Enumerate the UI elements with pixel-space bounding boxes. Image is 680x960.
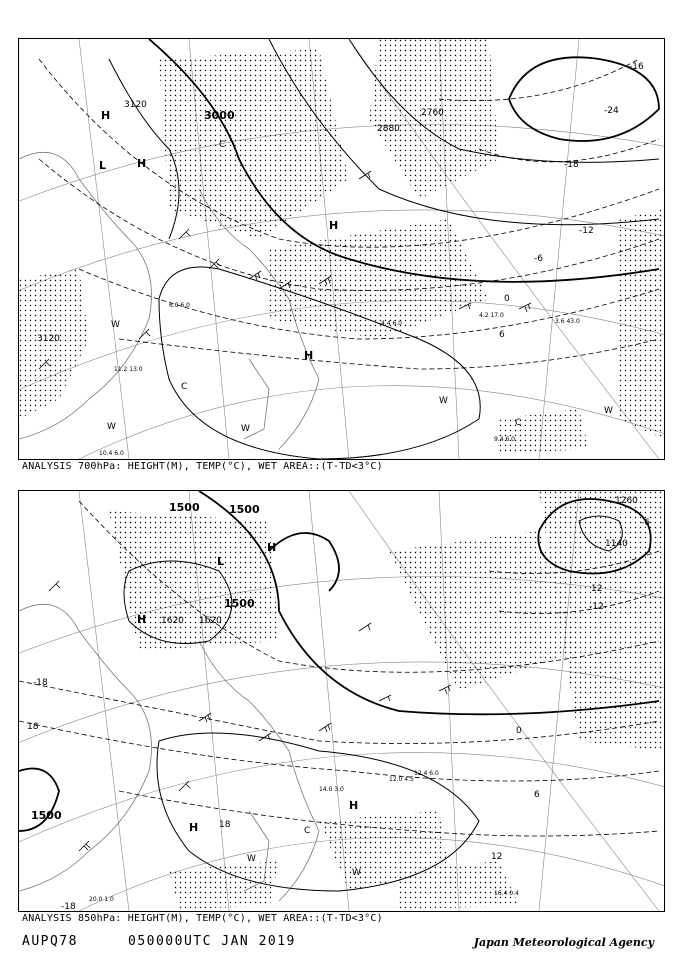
map-850hpa-canvas — [19, 491, 664, 911]
temp-label: -12 — [589, 602, 604, 612]
temp-label: -12 — [579, 226, 594, 236]
temp-label: -6 — [641, 518, 650, 528]
station-plot: 12.4 6.0 — [414, 770, 439, 777]
center-marker: H — [267, 541, 277, 554]
center-marker: H — [101, 109, 111, 122]
temp-label: -18 — [564, 160, 579, 170]
temp-label: -18 — [33, 678, 48, 688]
station-plot: 20.0 1.0 — [89, 896, 114, 903]
wet-area-stipple — [19, 39, 664, 454]
station-plot: 10.4 6.0 — [99, 450, 124, 457]
panel-caption-850hpa: ANALYSIS 850hPa: HEIGHT(M), TEMP(°C), WET AREA::(T-TD<3°C) — [22, 913, 383, 924]
center-marker: W — [352, 868, 361, 878]
station-plot: 9.4 6.0 — [494, 436, 515, 443]
temp-label: 6 — [499, 330, 505, 340]
height-label: 3120 — [124, 100, 147, 110]
station-plot: 4.4 6.0 — [381, 320, 402, 327]
center-marker: C — [304, 826, 311, 836]
center-marker: C — [181, 382, 188, 392]
station-plot: 16.4 0.4 — [494, 890, 519, 897]
height-label: 3120 — [37, 334, 60, 344]
height-label: 1260 — [615, 496, 638, 506]
center-marker: H — [137, 613, 147, 626]
height-label: 1500 — [229, 503, 260, 516]
height-label: 2760 — [421, 108, 444, 118]
chart-id: AUPQ78 — [22, 934, 78, 949]
temp-label: -16 — [629, 62, 644, 72]
center-marker: W — [439, 396, 448, 406]
center-marker: H — [304, 349, 314, 362]
station-plot: 4.2 17.0 — [479, 312, 504, 319]
height-label: 1500 — [31, 809, 62, 822]
valid-time: 050000UTC JAN 2019 — [128, 934, 296, 949]
center-marker: C — [515, 418, 522, 428]
center-marker: W — [107, 422, 116, 432]
station-plot: 6.0 6.0 — [169, 302, 190, 309]
height-label: 1140 — [605, 539, 628, 549]
height-label: 1500 — [224, 597, 255, 610]
center-marker: W — [111, 320, 120, 330]
temp-label: 0 — [516, 726, 522, 736]
map-700hpa-canvas — [19, 39, 664, 459]
temp-label: -24 — [604, 106, 619, 116]
height-label: 1500 — [169, 501, 200, 514]
temp-label: 0 — [504, 294, 510, 304]
station-plot: 14.0 3.0 — [319, 786, 344, 793]
temp-label: 18 — [27, 722, 39, 732]
wet-area-stipple — [109, 491, 664, 909]
height-label: 2880 — [377, 124, 400, 134]
height-label: 1620 — [161, 616, 184, 626]
temp-label: 12 — [591, 584, 603, 594]
center-marker: H — [137, 157, 147, 170]
station-plot: 11.2 13.0 — [114, 366, 143, 373]
center-marker: W — [604, 406, 613, 416]
center-marker: C — [219, 140, 226, 150]
center-marker: W — [241, 424, 250, 434]
temp-label: 6 — [534, 790, 540, 800]
temp-label: 12 — [491, 852, 503, 862]
height-label: 3000 — [204, 109, 235, 122]
height-label: 1620 — [199, 616, 222, 626]
station-plot: 3.6 43.0 — [555, 318, 580, 325]
map-panel-700hpa — [18, 38, 665, 460]
station-plot: 12.0 4.5 — [389, 776, 414, 783]
center-marker: H — [349, 799, 359, 812]
center-marker: L — [217, 555, 225, 568]
center-marker: H — [189, 821, 199, 834]
agency-credit: Japan Meteorological Agency — [473, 936, 654, 949]
center-marker: H — [329, 219, 339, 232]
panel-caption-700hpa: ANALYSIS 700hPa: HEIGHT(M), TEMP(°C), WET AREA::(T-TD<3°C) — [22, 461, 383, 472]
center-marker: W — [247, 854, 256, 864]
center-marker: L — [99, 159, 107, 172]
temp-label: -6 — [534, 254, 543, 264]
map-panel-850hpa — [18, 490, 665, 912]
temp-label: 18 — [219, 820, 231, 830]
temp-label: -18 — [61, 902, 76, 911]
